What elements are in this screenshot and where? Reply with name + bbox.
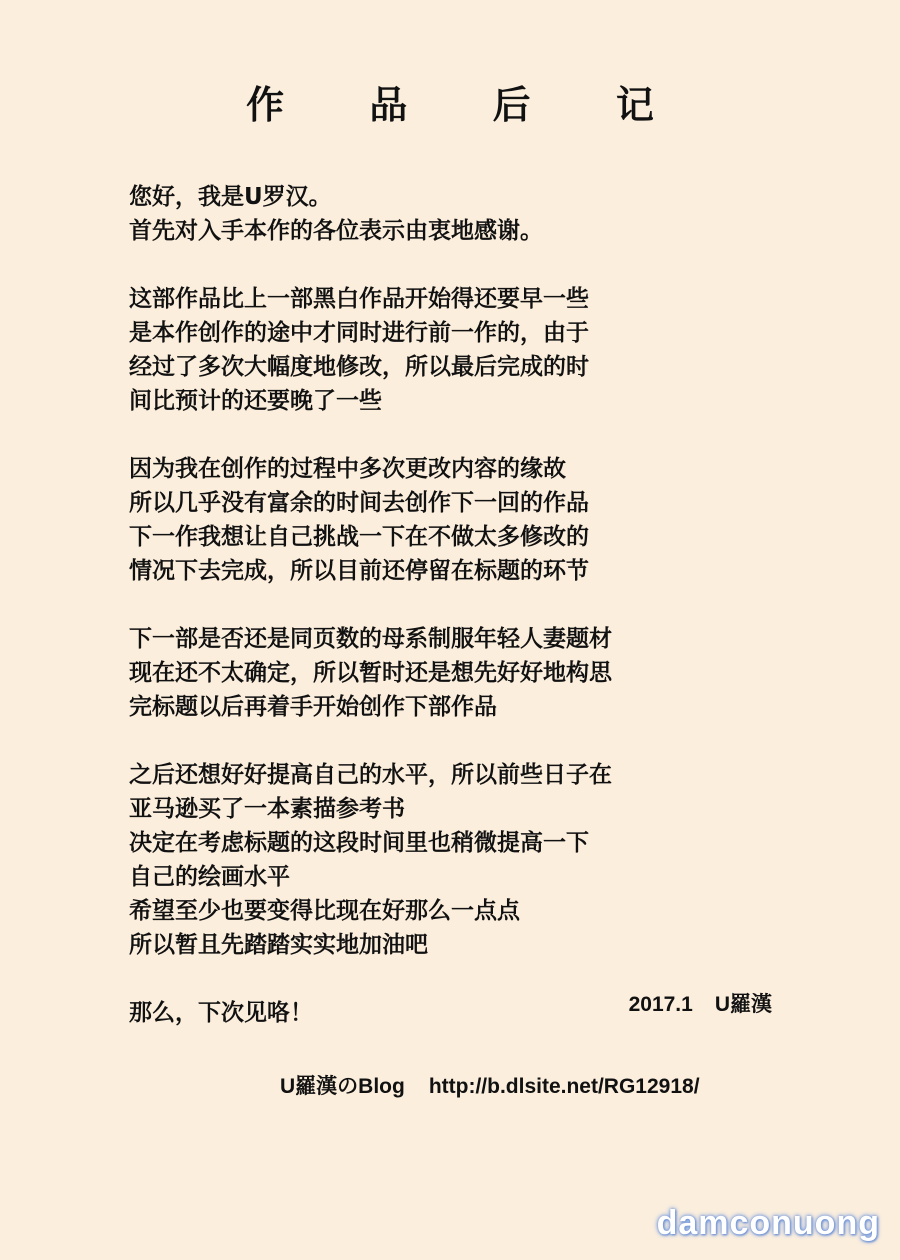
- text-line: 现在还不太确定，所以暂时还是想先好好地构思: [129, 660, 612, 686]
- text-line: 所以几乎没有富余的时间去创作下一回的作品: [129, 490, 589, 516]
- text-line: 情况下去完成，所以目前还停留在标题的环节: [129, 558, 589, 584]
- signature-date: 2017.1: [628, 993, 693, 1016]
- blog-label: U羅漢のBlog: [280, 1075, 405, 1098]
- text-line: 下一部是否还是同页数的母系制服年轻人妻题材: [129, 626, 612, 652]
- text-line: 是本作创作的途中才同时进行前一作的，由于: [129, 320, 589, 346]
- text-line: 希望至少也要变得比现在好那么一点点: [129, 898, 520, 924]
- text-line: 那么，下次见咯！: [129, 1000, 313, 1026]
- text-line: 首先对入手本作的各位表示由衷地感谢。: [129, 218, 543, 244]
- text-line: 之后还想好好提高自己的水平，所以前些日子在: [129, 762, 612, 788]
- paragraph-next-work: [129, 452, 769, 588]
- blog-line: [280, 1070, 780, 1100]
- text-line: 间比预计的还要晚了一些: [129, 388, 382, 414]
- text-line: 完标题以后再着手开始创作下部作品: [129, 694, 497, 720]
- paragraph-improvement: [129, 758, 769, 962]
- text-line: 自己的绘画水平: [129, 864, 290, 890]
- blog-url: http://b.dlsite.net/RG12918/: [428, 1075, 700, 1098]
- page-title: 作 品 后 记: [246, 83, 690, 127]
- text-line: 亚马逊买了一本素描参考书: [129, 796, 405, 822]
- text-line: 因为我在创作的过程中多次更改内容的缘故: [129, 456, 566, 482]
- text-line: 您好，我是U罗汉。: [129, 184, 332, 210]
- text-line: 这部作品比上一部黑白作品开始得还要早一些: [129, 286, 589, 312]
- text-line: 决定在考虑标题的这段时间里也稍微提高一下: [129, 830, 589, 856]
- text-line: 下一作我想让自己挑战一下在不做太多修改的: [129, 524, 589, 550]
- watermark-logo: damconuong: [656, 1204, 880, 1242]
- text-line: 经过了多次大幅度地修改，所以最后完成的时: [129, 354, 589, 380]
- signature-author: U羅漢: [714, 993, 772, 1016]
- signature: [560, 988, 772, 1018]
- paragraph-greeting: [129, 180, 769, 248]
- afterword-body: [129, 180, 769, 1030]
- text-line: 所以暂且先踏踏实实地加油吧: [129, 932, 428, 958]
- paragraph-theme: [129, 622, 769, 724]
- paragraph-production: [129, 282, 769, 418]
